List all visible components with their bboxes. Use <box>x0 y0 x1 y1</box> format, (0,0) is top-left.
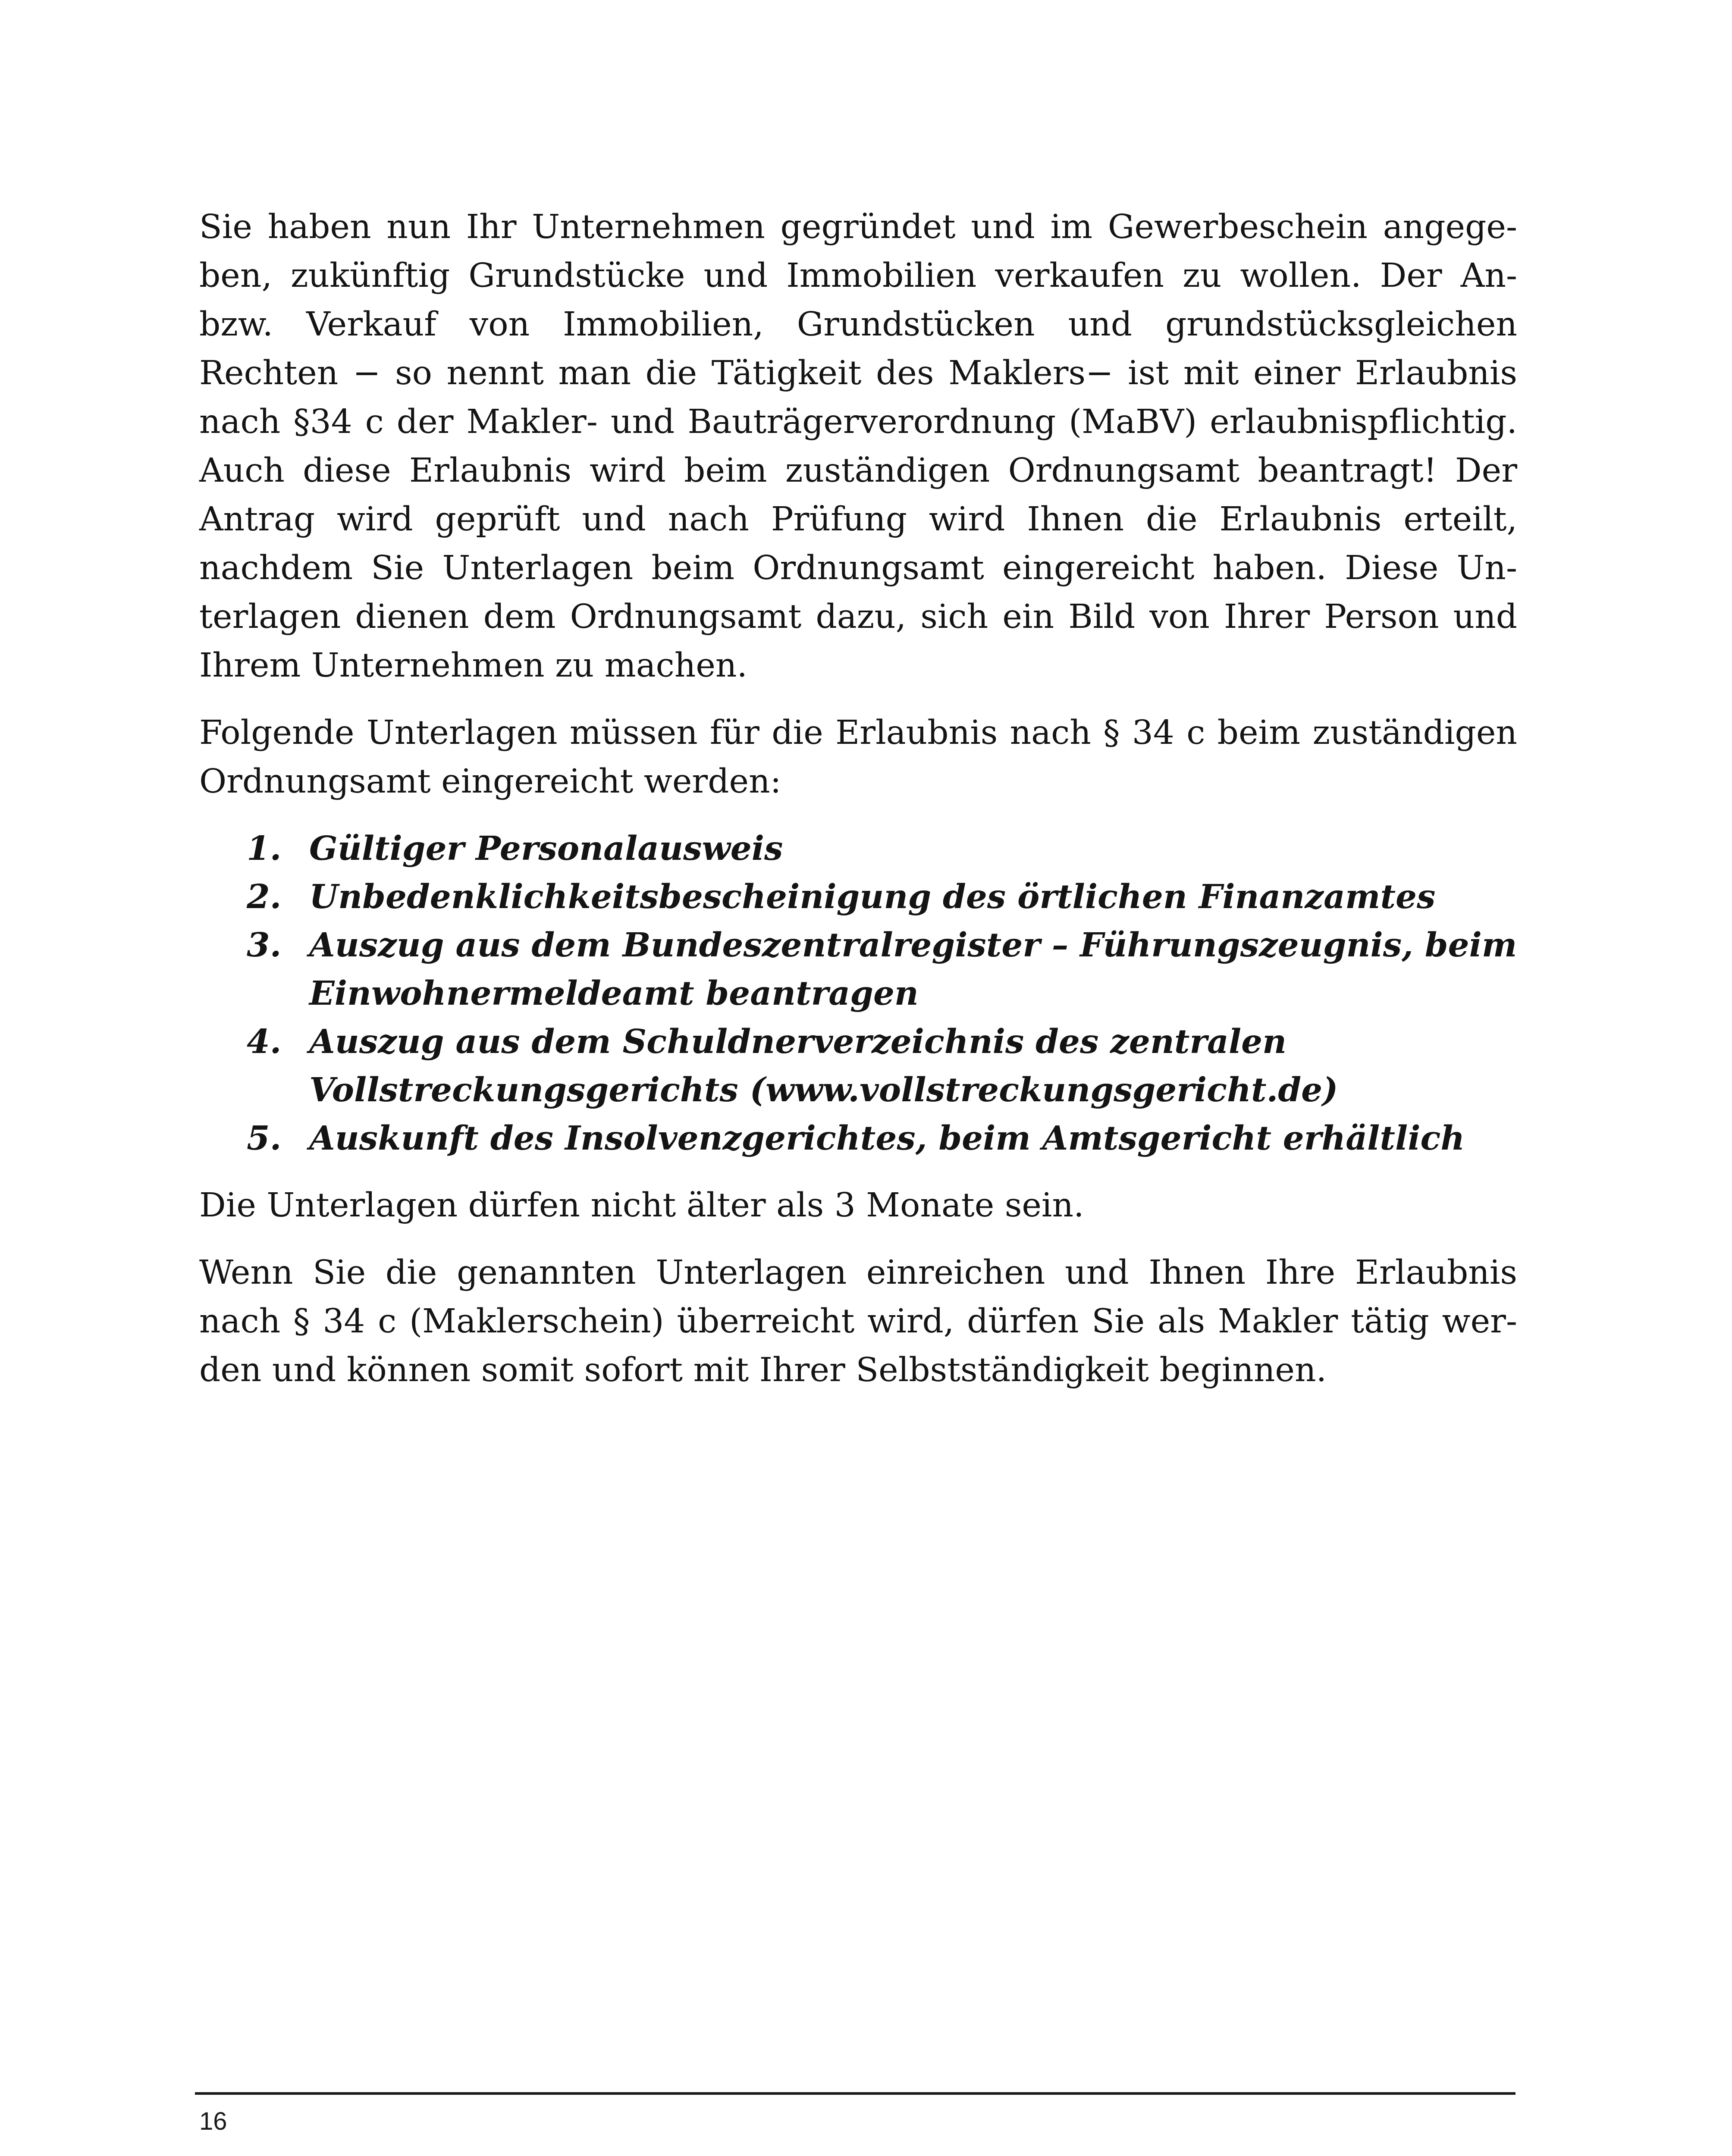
list-item <box>247 921 1517 1018</box>
list-item-number: 2. <box>247 877 282 916</box>
closing-paragraph: Wenn Sie die genannten Unterlagen einreichen und Ihnen Ihre Erlaubnis nach § 34 c (Maklerschein) überreicht wird, dürfen Sie als Makler tätig werden und können somit sofort mit Ihrer Selbstständigkeit beginnen. <box>199 1253 1517 1389</box>
required-documents-list <box>199 824 1517 1163</box>
page-body <box>199 203 1517 1395</box>
list-item <box>247 1114 1517 1163</box>
list-item-number: 5. <box>247 1119 282 1158</box>
page-number: 16 <box>199 2107 227 2135</box>
list-item-number: 4. <box>247 1022 282 1061</box>
list-item-text: Auskunft des Insolvenzgerichtes, beim Amtsgericht erhältlich <box>309 1119 1465 1158</box>
list-item-text: Auszug aus dem Schuldnerverzeichnis des zentralen Vollstreckungsgerichts (www.vollstreckungsgericht.de) <box>309 1022 1338 1109</box>
list-item-number: 3. <box>247 926 282 965</box>
documents-intro-paragraph: Folgende Unterlagen müssen für die Erlaubnis nach § 34 c beim zuständigen Ordnungsamt eingereicht werden: <box>199 714 1517 801</box>
list-item <box>247 873 1517 921</box>
intro-paragraph: Sie haben nun Ihr Unternehmen gegründet und im Gewerbeschein angegeben, zukünftig Grundstücke und Immobilien verkaufen zu wollen. Der An- bzw. Verkauf von Immobilien, Grundstücken und grundstücksgleichen Rechten − so nennt man die Tätigkeit des Maklers− ist mit einer Erlaubnis nach §34 c der Makler- und Bauträgerverordnung (MaBV) erlaubnispflichtig. Auch diese Erlaubnis wird beim zuständigen Ordnungsamt beantragt! Der Antrag wird geprüft und nach Prüfung wird Ihnen die Erlaubnis erteilt, nachdem Sie Unterlagen beim Ordnungsamt eingereicht haben. Diese Unterlagen dienen dem Ordnungsamt dazu, sich ein Bild von Ihrer Person und Ihrem Unternehmen zu machen. <box>199 208 1517 685</box>
footer-divider <box>195 2092 1516 2095</box>
list-item-text: Auszug aus dem Bundeszentralregister – Führungszeugnis, beim Einwohnermeldeamt beantragen <box>309 926 1517 1013</box>
list-item-text: Unbedenklichkeitsbescheinigung des örtlichen Finanzamtes <box>309 877 1436 916</box>
list-item-text: Gültiger Personalausweis <box>309 829 783 868</box>
list-item <box>247 1018 1517 1114</box>
list-item-number: 1. <box>247 829 282 868</box>
list-item <box>247 824 1517 873</box>
validity-paragraph: Die Unterlagen dürfen nicht älter als 3 Monate sein. <box>199 1186 1084 1225</box>
